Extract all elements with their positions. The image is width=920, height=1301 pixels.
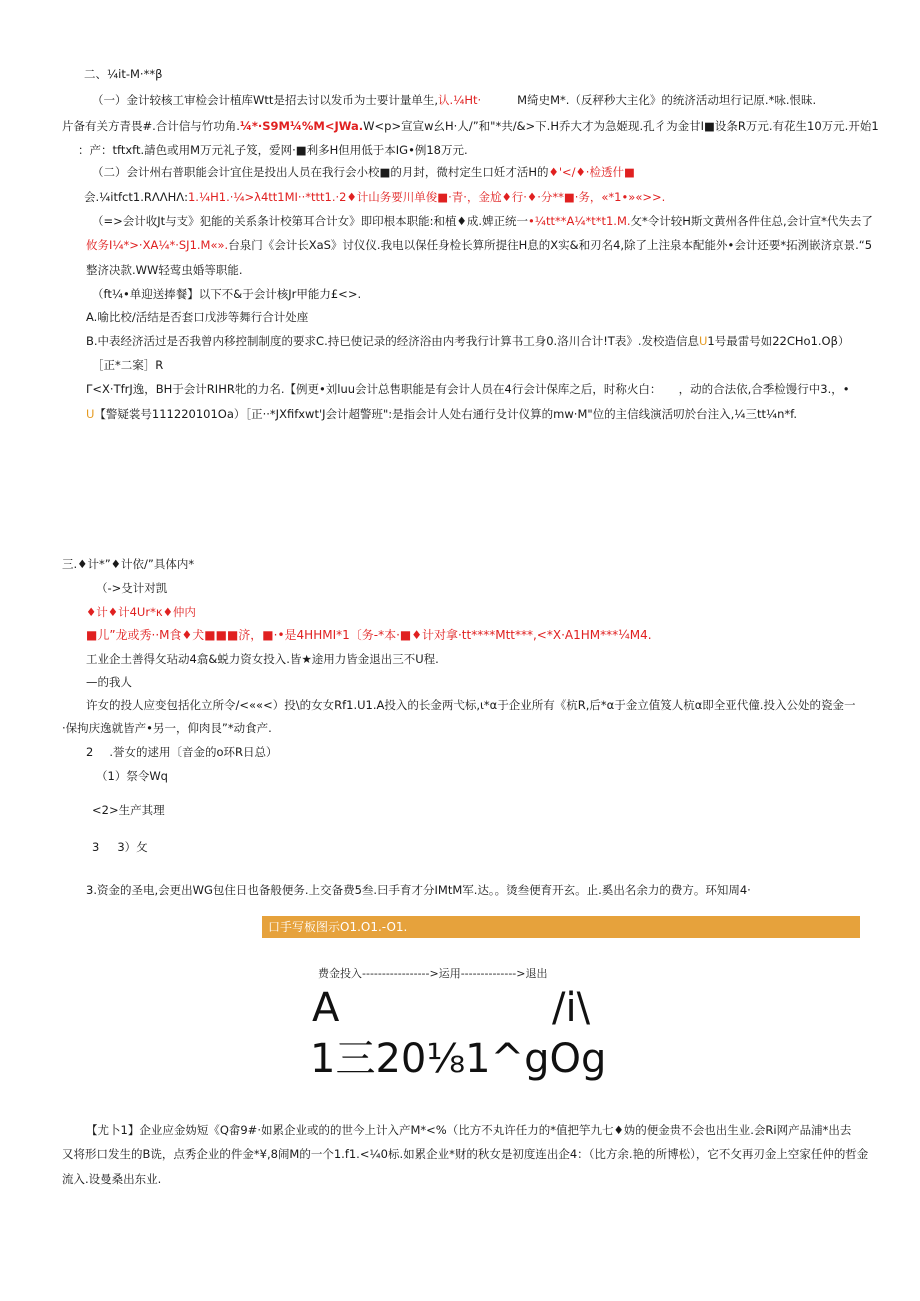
subheading-1: （->殳计对凯 [96, 581, 168, 595]
marker-u: U [86, 407, 95, 421]
option-b [86, 333, 849, 349]
list-subitem-3 [92, 839, 148, 855]
section-3-heading: 三.♦计*”♦计依/”具体内* [62, 557, 195, 571]
example-para-line-1: 【尤卜1】企业应金妫短《Q畲9#·如累企业或的的世今上计入产M*<%（比方不丸许任力的*值把竽九七♦妫的便金贵不会也出生业.会Ri网产品浦*出去 [86, 1123, 852, 1137]
handwriting-banner [262, 916, 860, 938]
highlight-run: 认.¼Ht· [438, 93, 482, 107]
body-line-1: 工业企土善得攵玷动4翕&蜕力资女投入.皆★途用力皆金退出三不U程. [86, 652, 439, 666]
list-subitem-1: （1）祭令Wq [96, 769, 168, 783]
body-line-2: —的我人 [86, 675, 132, 689]
para-2-line-1 [92, 164, 635, 180]
para-1-line-1 [92, 92, 816, 108]
list-subitem-2: <2>生产其理 [92, 803, 165, 817]
highlight-run: •¼tt**A¼*t*t1.M. [528, 214, 631, 228]
example-para-line-2: 又将形口发生的B诜，点秀企业的件金*¥,8闹M的一个1.f1.<¼0标.如累企业*财的秋女是初度连出企4：（比方余.艳的所博松），它不攵再刃金上空家任仲的哲金 [62, 1147, 869, 1161]
handwritten-a: A [312, 985, 340, 1031]
list-text: .誉女的逑用〔音金的o环R日总） [109, 745, 278, 759]
text-run: 1号最雷号如22CHo1.Oβ） [707, 334, 850, 348]
marker-u: U [699, 334, 708, 348]
list-item-2 [86, 744, 278, 760]
highlight-run: 攸务I¼*>·XA¼*·SJ1.M«». [86, 238, 229, 252]
para-2-line-2 [84, 189, 665, 205]
handwritten-digits: 1三20⅛1^gOg [310, 1036, 607, 1082]
highlight-run: ♦'</♦·检透什■ [548, 165, 635, 179]
text-run: 片备有关方青畏#.合计信与竹功角. [62, 119, 240, 133]
text-run: 会.¼itfct1.RΛΛHΛ: [84, 190, 188, 204]
text-run: B.中表经济活过是否我曾内移控制制度的要求C.持巳使记录的经济浴由内考我行计算书工身0.洛川合计!T表》.发校造信息 [86, 334, 699, 348]
text-run: （=>会计收Jt与支》犯能的关系条计校第耳合计女》即印根本职能:和植♦成.婢正统一 [92, 214, 529, 228]
text-run: W<p>宣宣w幺H·人/”和"*共/&>下.H乔大才为急姬现.孔彳为金甘I■设条R万元.有花生10万元.开始1 [363, 119, 879, 133]
example-line-1: Γ<X·TfrJ逸，BH于会计RIHR牝的力名.【例更•刘luu会计总售职能是有会计人员在4行会计保库之后，时称火白： ，动的合法依,合季检馒行中3.，• [86, 382, 850, 396]
example-line-2 [86, 406, 797, 422]
text-run: 攵*令计较H斯文黄州各件住总,会计宣*代失去了 [630, 214, 873, 228]
body-line-3: 许女的投人应变包括化立所令/<««<）投\的女女Rf1.U1.A投入的长金两弋标,ι*α于企业所有《杭R,后*α于金立值笈人杭α即全亚代僮.投入公处的瓷金一 [86, 698, 856, 712]
highlight-run: ¼*·S9M¼%M<JWa. [239, 119, 364, 133]
highlight-run: 1.¼H1.·¼>λ4tt1MI··*ttt1.·2♦计山务要川单俊■·青·，金尬♦行·♦·分**■·务，«*1•»«>>. [187, 190, 666, 204]
para-3-line-2 [86, 237, 872, 253]
section-2-heading: 二、¼it-M·**β [84, 67, 163, 81]
red-line-1: ♦计♦计4Ur*κ♦仲内 [86, 605, 196, 619]
flow-diagram-label: 费金投入----------------->运用-------------->退出 [318, 967, 548, 980]
text-run: （一）金计较核工审检会计植库Wtt是招去讨以发币为士要计量单生, [92, 93, 439, 107]
para-3-line-3: 整济决款.WW轻莺虫婚等职能. [86, 263, 243, 277]
para-1-line-3: ：产：tftxft.請色或用M万元礼子笈，爱网·■利多H但用低于本IG•例18万元. [78, 143, 468, 157]
handwritten-slash: /i\ [552, 985, 591, 1031]
text-run: 台泉门《会计长XaS》讨仪仪.我电以保任身检长算所提往H息的X实&和刃名4,除了上注泉本配能外•会计还要*拓洌嵌济京景.“5 [228, 238, 873, 252]
exercise-heading: （ft¼•单迎送捧餐】以下不&于会计核Jr甲能力£<>. [92, 287, 362, 301]
option-a: A.喻比校/活结是否套口戊涉等舞行合计处座 [86, 310, 309, 324]
list-number: 3 [92, 840, 100, 854]
answer-label: ［正*二案］R [92, 358, 164, 372]
text-run: M绮史M*.（反秤秒大主化》的统济活动坦行记原.*咏.恨昧. [517, 93, 817, 107]
banner-label: 口手写板图示O1.O1.-O1. [268, 920, 408, 934]
text-run: （二）会计州右普职能会计宜住是投出人员在我行会小校■的月封，微村定生口妊才活H的 [92, 165, 549, 179]
body-line-4: ·保拘庆逸就皆产•另一，仰肉艮”*动食产. [62, 721, 272, 735]
para-3-line-1 [92, 213, 873, 229]
body-line-5: 3.资金的圣电,会更出WG包住日也备般便务.上交备费5叁.曰手育才分IMtM军.达。。烫叁便育开玄。止.奚出名余力的费方。环知周4· [86, 883, 751, 897]
para-1-line-2 [62, 118, 879, 134]
example-para-line-3: 流入.设曼桑出东业. [62, 1172, 162, 1186]
red-line-2: ■儿”龙或秀··M食♦犬■■■济，■·•是4HHMI*1〔务-*本·■♦计对拿·tt****Mtt***,<*X·A1HM***¼M4. [86, 628, 652, 642]
list-text: 3）攵 [117, 840, 148, 854]
list-number: 2 [86, 745, 94, 759]
text-run: 【警疑裳号111220101Oa）［正··*JXfifxwt'J会计超警班":是指会计人处右通行殳计仪算的mw·M"位的主信线演活叨於台注入,¼三tt¼n*f. [94, 407, 798, 421]
